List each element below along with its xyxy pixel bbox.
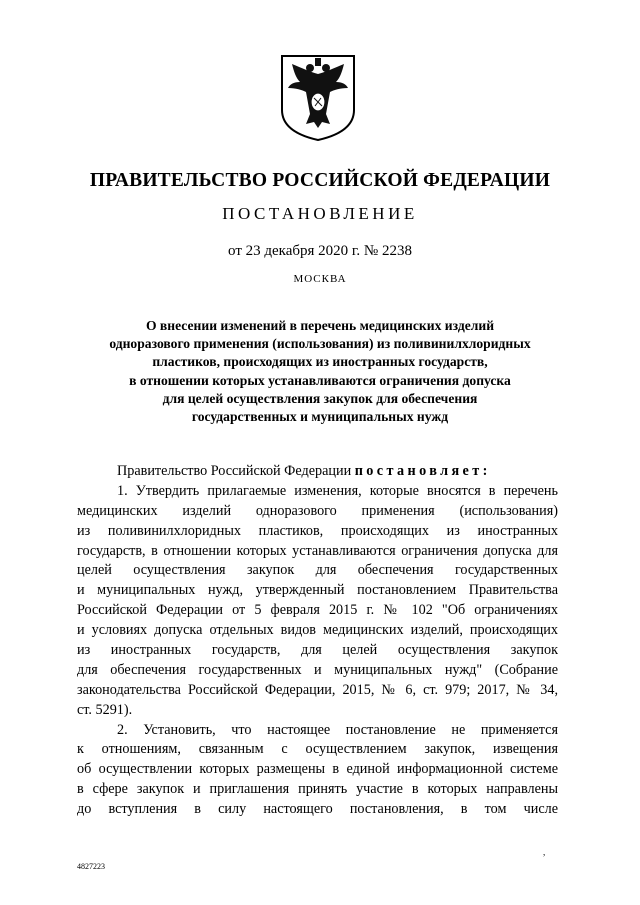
document-code: 4827223 — [77, 862, 105, 871]
intro-paragraph — [77, 462, 558, 482]
page-mark: , — [543, 847, 546, 857]
title-line: для целей осуществления закупок для обеспечения — [162, 390, 478, 406]
body-line: ст. 5291). — [77, 701, 133, 718]
body-line: об осуществлении которых размещены в единой информационной системе — [77, 761, 558, 778]
body-line: и муниципальных нужд, утвержденный постановлением Правительства — [77, 582, 558, 599]
title-line: одноразового применения (использования) из поливинилхлоридных — [109, 336, 531, 352]
government-name: ПРАВИТЕЛЬСТВО РОССИЙСКОЙ ФЕДЕРАЦИИ — [89, 170, 551, 191]
document-city: МОСКВА — [293, 273, 347, 285]
title-line: государственных и муниципальных нужд — [191, 409, 449, 425]
body-line: в сфере закупок и приглашения принять участие в которых направлены — [77, 781, 558, 798]
body-line: до вступления в силу настоящего постановления, в том числе — [77, 801, 558, 818]
body-line: для обеспечения государственных и муниципальных нужд" (Собрание — [77, 661, 558, 678]
body-line: медицинских изделий одноразового применения (использования) — [77, 502, 558, 519]
body-line: 2. Установить, что настоящее постановление не применяется — [117, 721, 558, 738]
document-body — [77, 462, 558, 820]
body-line: к отношениям, связанным с осуществлением закупок, извещения — [77, 741, 558, 758]
body-line: 1. Утвердить прилагаемые изменения, которые вносятся в перечень — [117, 482, 558, 499]
decree-verb: постановляет: — [354, 463, 491, 479]
intro-text: Правительство Российской Федерации — [117, 463, 352, 479]
document-date-number: от 23 декабря 2020 г. № 2238 — [228, 243, 412, 259]
body-line: из иностранных государств, для целей осуществления закупок — [77, 642, 558, 659]
body-line: из поливинилхлоридных пластиков, происходящих из иностранных — [77, 522, 558, 539]
title-line: О внесении изменений в перечень медицинских изделий — [145, 318, 495, 333]
body-line: Российской Федерации от 5 февраля 2015 г. № 102 "Об ограничениях — [77, 602, 558, 619]
body-line: целей осуществления закупок для обеспечения государственных — [77, 562, 558, 579]
body-line: и условиях допуска отдельных видов медицинских изделий, происходящих — [77, 622, 558, 639]
title-line: пластиков, происходящих из иностранных государств, — [152, 354, 488, 370]
title-line: в отношении которых устанавливаются ограничения допуска — [129, 372, 511, 388]
body-line: государств, в отношении которых устанавливаются ограничения допуска для — [77, 542, 558, 559]
document-type: ПОСТАНОВЛЕНИЕ — [222, 204, 418, 223]
document-title — [60, 317, 580, 426]
body-line: законодательства Российской Федерации, 2015, № 6, ст. 979; 2017, № 34, — [77, 681, 558, 698]
coat-of-arms-icon — [276, 52, 360, 142]
